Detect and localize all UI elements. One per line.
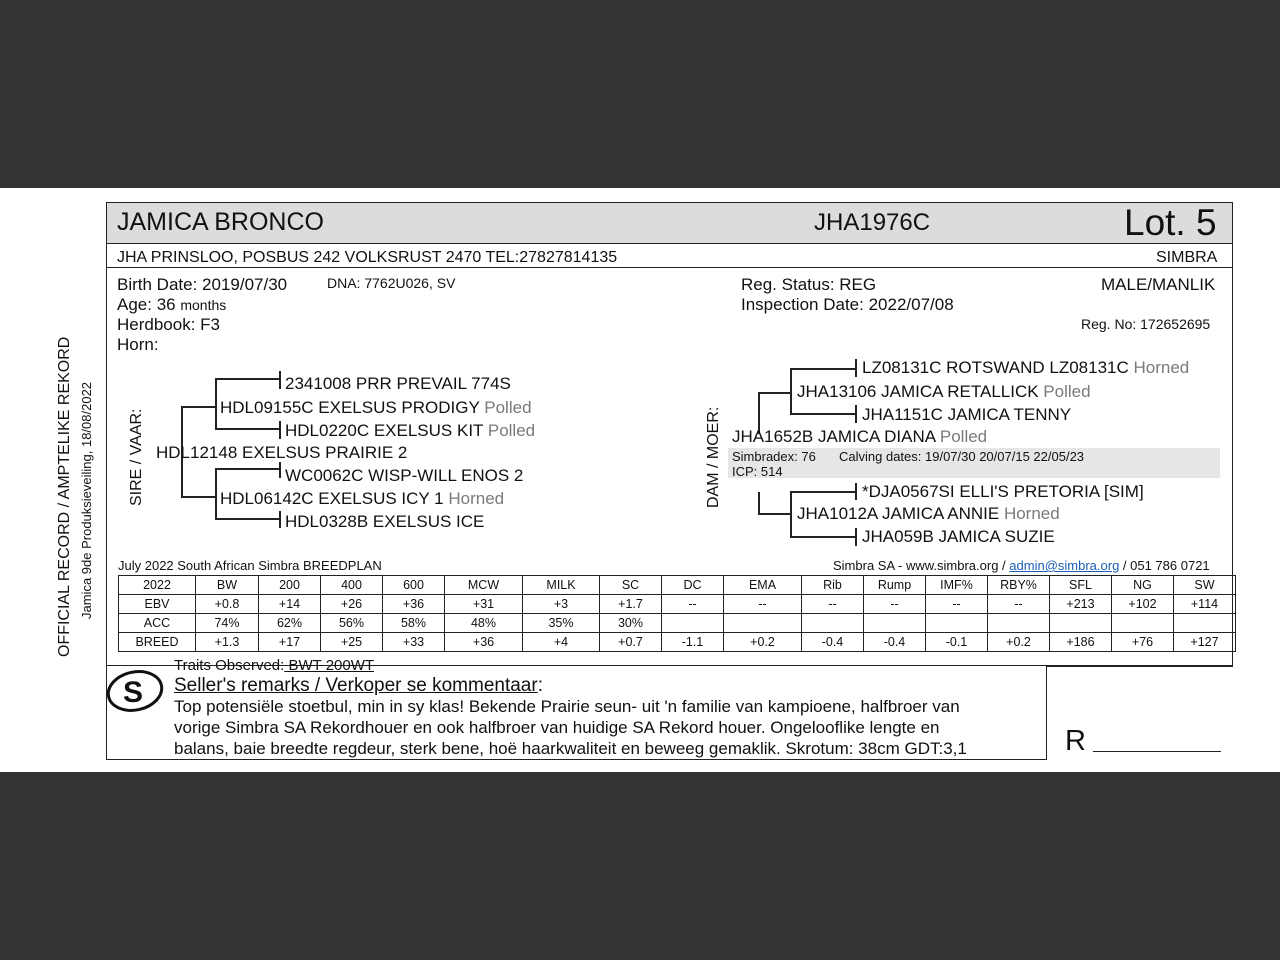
dam-sire-dam: JHA1151C JAMICA TENNY bbox=[862, 405, 1072, 424]
ebv-cell: EMA bbox=[724, 576, 802, 595]
reg-number: Reg. No: 172652695 bbox=[1081, 316, 1211, 332]
dam-dam-dam: JHA059B JAMICA SUZIE bbox=[862, 527, 1055, 546]
dam-name: JHA1652B JAMICA DIANA bbox=[732, 427, 936, 446]
sire-sire-name: HDL09155C EXELSUS PRODIGY bbox=[220, 398, 480, 417]
ebv-cell: +127 bbox=[1174, 633, 1236, 652]
ebv-cell: +31 bbox=[445, 595, 523, 614]
ebv-cell: 35% bbox=[523, 614, 600, 633]
dd-d-tick bbox=[855, 528, 857, 546]
ebv-cell: -- bbox=[864, 595, 926, 614]
ebv-cell: -0.4 bbox=[802, 633, 864, 652]
price-input-line[interactable] bbox=[1093, 751, 1221, 752]
ss-s-tick bbox=[279, 371, 281, 389]
age bbox=[117, 295, 226, 315]
ebv-cell: +4 bbox=[523, 633, 600, 652]
ebv-cell: -1.1 bbox=[662, 633, 724, 652]
dam-sire-sire-horn: Horned bbox=[1133, 358, 1190, 377]
ebv-cell: -- bbox=[926, 595, 988, 614]
ebv-cell bbox=[1050, 614, 1112, 633]
ebv-cell: +0.2 bbox=[724, 633, 802, 652]
sire-dam-sire: WC0062C WISP-WILL ENOS 2 bbox=[285, 466, 524, 485]
ebv-cell: Rump bbox=[864, 576, 926, 595]
lot-card bbox=[0, 188, 1280, 772]
ebv-cell: +26 bbox=[321, 595, 383, 614]
ebv-cell: EBV bbox=[119, 595, 196, 614]
dam-sire bbox=[797, 382, 1091, 402]
ebv-row-header bbox=[119, 576, 1236, 595]
breed-name: SIMBRA bbox=[1156, 249, 1218, 266]
ebv-cell: -- bbox=[724, 595, 802, 614]
ebv-cell: +0.7 bbox=[600, 633, 662, 652]
ebv-cell: +76 bbox=[1112, 633, 1174, 652]
ebv-cell: DC bbox=[662, 576, 724, 595]
ebv-cell bbox=[864, 614, 926, 633]
ebv-cell: SC bbox=[600, 576, 662, 595]
age-value: Age: 36 bbox=[117, 295, 176, 314]
ebv-cell: 58% bbox=[383, 614, 445, 633]
ebv-cell: SW bbox=[1174, 576, 1236, 595]
ebv-cell: -- bbox=[988, 595, 1050, 614]
sire-bracket-top bbox=[181, 406, 217, 408]
dam-bracket-upper-top bbox=[758, 392, 792, 394]
ds-d-tick bbox=[855, 405, 857, 423]
dna-info: DNA: 7762U026, SV bbox=[327, 275, 456, 291]
birth-date: Birth Date: 2019/07/30 bbox=[117, 275, 288, 294]
dam-label: DAM / MOER: bbox=[705, 406, 722, 508]
dam-dam-sire: *DJA0567SI ELLI'S PRETORIA [SIM] bbox=[862, 482, 1144, 501]
ebv-cell: -0.4 bbox=[864, 633, 926, 652]
sire-label: SIRE / VAAR: bbox=[128, 408, 145, 506]
dd-bracket-bottom bbox=[790, 536, 856, 538]
traits-label: Traits Observed: bbox=[174, 657, 285, 674]
ebv-cell: MILK bbox=[523, 576, 600, 595]
contact-info bbox=[833, 558, 1210, 573]
ebv-cell bbox=[988, 614, 1050, 633]
ebv-cell bbox=[662, 614, 724, 633]
sire-dam bbox=[220, 489, 504, 509]
ebv-cell: +0.2 bbox=[988, 633, 1050, 652]
dam-bracket-lower-bottom bbox=[758, 513, 792, 515]
horn-status: Horn: bbox=[117, 335, 159, 354]
ebv-cell: 2022 bbox=[119, 576, 196, 595]
remarks-line-3: balans, baie breedte regdeur, sterk bene, hoë haarkwaliteit en beweeg gemaklik. Skrotum: 38cm GDT:3,1 bbox=[174, 739, 967, 758]
sire-dam-dam: HDL0328B EXELSUS ICE bbox=[285, 512, 485, 531]
ebv-cell bbox=[802, 614, 864, 633]
ebv-cell: 56% bbox=[321, 614, 383, 633]
ebv-cell: -- bbox=[802, 595, 864, 614]
dam-sire-sire bbox=[862, 358, 1189, 378]
remarks-line-1: Top potensiële stoetbul, min in sy klas! Bekende Prairie seun- uit 'n familie van kampioene, halfbroer van bbox=[174, 697, 960, 716]
ebv-cell bbox=[1174, 614, 1236, 633]
ebv-row-breed bbox=[119, 633, 1236, 652]
ebv-cell: -0.1 bbox=[926, 633, 988, 652]
traits-observed bbox=[174, 657, 374, 674]
ebv-cell: BREED bbox=[119, 633, 196, 652]
dam-bracket-lower bbox=[758, 492, 760, 514]
sire-sire-dam-horn: Polled bbox=[487, 421, 536, 440]
sire-sire-sire: 2341008 PRR PREVAIL 774S bbox=[285, 374, 511, 393]
dam-dam bbox=[797, 504, 1060, 524]
ebv-cell: +36 bbox=[445, 633, 523, 652]
ebv-cell: 600 bbox=[383, 576, 445, 595]
simbra-logo-icon bbox=[106, 664, 166, 714]
lot-number: Lot. 5 bbox=[1124, 202, 1217, 243]
ebv-cell: +14 bbox=[259, 595, 321, 614]
sire-sire-dam bbox=[285, 421, 535, 441]
animal-name: JAMICA BRONCO bbox=[117, 208, 324, 236]
dd-bracket bbox=[790, 491, 792, 537]
ebv-cell: +1.7 bbox=[600, 595, 662, 614]
contact-email-link[interactable]: admin@simbra.org bbox=[1009, 558, 1120, 573]
herdbook: Herdbook: F3 bbox=[117, 315, 220, 334]
ebv-cell: +3 bbox=[523, 595, 600, 614]
sire-sire-dam-name: HDL0220C EXELSUS KIT bbox=[285, 421, 484, 440]
sire-dam-name: HDL06142C EXELSUS ICY 1 bbox=[220, 489, 444, 508]
dam-sire-sire-name: LZ08131C ROTSWAND LZ08131C bbox=[862, 358, 1129, 377]
dam-horn: Polled bbox=[939, 427, 988, 446]
sd-s-tick bbox=[279, 462, 281, 478]
sd-d-tick bbox=[279, 511, 281, 528]
ebv-cell: +36 bbox=[383, 595, 445, 614]
ebv-cell: 48% bbox=[445, 614, 523, 633]
owner-details: JHA PRINSLOO, POSBUS 242 VOLKSRUST 2470 TEL:27827814135 bbox=[117, 249, 618, 266]
ebv-cell: +25 bbox=[321, 633, 383, 652]
ebv-table bbox=[118, 575, 1236, 652]
ds-bracket bbox=[790, 368, 792, 414]
ebv-cell: NG bbox=[1112, 576, 1174, 595]
ebv-row-ebv bbox=[119, 595, 1236, 614]
breedplan-label: July 2022 South African Simbra BREEDPLAN bbox=[118, 558, 382, 573]
contact-phone: / 051 786 0721 bbox=[1119, 558, 1210, 573]
icp: ICP: 514 bbox=[732, 464, 783, 479]
ebv-row-acc bbox=[119, 614, 1236, 633]
remarks-heading bbox=[174, 675, 543, 697]
sd-bracket-top bbox=[215, 468, 281, 470]
ebv-cell: +33 bbox=[383, 633, 445, 652]
ebv-cell: +213 bbox=[1050, 595, 1112, 614]
sire-sire bbox=[220, 398, 532, 418]
sire-sire-horn: Polled bbox=[484, 398, 532, 417]
ss-bracket bbox=[215, 378, 217, 428]
simbradex: Simbradex: 76 bbox=[732, 449, 816, 464]
age-unit: months bbox=[180, 297, 227, 313]
ds-bracket-bottom bbox=[790, 413, 856, 415]
price-label: R bbox=[1065, 725, 1086, 757]
reg-status: Reg. Status: REG bbox=[741, 275, 877, 294]
ebv-cell: SFL bbox=[1050, 576, 1112, 595]
ebv-cell: RBY% bbox=[988, 576, 1050, 595]
official-record-label: OFFICIAL RECORD / AMPTELIKE REKORD bbox=[56, 336, 73, 657]
remarks-heading-colon: : bbox=[537, 675, 543, 696]
ebv-cell: 30% bbox=[600, 614, 662, 633]
dd-s-tick bbox=[855, 483, 857, 500]
ss-d-tick bbox=[279, 421, 281, 439]
sex: MALE/MANLIK bbox=[1101, 275, 1216, 294]
ebv-cell: BW bbox=[196, 576, 259, 595]
dd-bracket-top bbox=[790, 491, 856, 493]
ebv-cell: +186 bbox=[1050, 633, 1112, 652]
ebv-cell bbox=[1112, 614, 1174, 633]
sire-dam-horn: Horned bbox=[448, 489, 505, 508]
price-box-edge bbox=[1046, 666, 1047, 760]
ebv-cell: 400 bbox=[321, 576, 383, 595]
ds-bracket-top bbox=[790, 368, 856, 370]
dam-dam-name: JHA1012A JAMICA ANNIE bbox=[797, 504, 1000, 523]
ebv-cell: +1.3 bbox=[196, 633, 259, 652]
sd-bracket-bottom bbox=[215, 518, 281, 520]
remarks-line-2: vorige Simbra SA Rekordhouer en ook halfbroer van huidige SA Rekord houer. Ongelooflike lengte en bbox=[174, 718, 940, 737]
inspection-date: Inspection Date: 2022/07/08 bbox=[741, 295, 954, 314]
ebv-cell bbox=[724, 614, 802, 633]
ebv-cell: MCW bbox=[445, 576, 523, 595]
dam-dam-horn: Horned bbox=[1003, 504, 1060, 523]
sire: HDL12148 EXELSUS PRAIRIE 2 bbox=[156, 443, 408, 462]
ebv-cell: -- bbox=[662, 595, 724, 614]
ss-bracket-bottom bbox=[215, 428, 281, 430]
ss-bracket-top bbox=[215, 378, 281, 380]
ebv-cell: +0.8 bbox=[196, 595, 259, 614]
ebv-cell: 200 bbox=[259, 576, 321, 595]
calving-dates: Calving dates: 19/07/30 20/07/15 22/05/23 bbox=[839, 449, 1085, 464]
ebv-cell: ACC bbox=[119, 614, 196, 633]
ebv-cell: 74% bbox=[196, 614, 259, 633]
logo-letter: S bbox=[123, 676, 144, 709]
contact-website: Simbra SA - www.simbra.org / bbox=[833, 558, 1010, 573]
ebv-cell: Rib bbox=[802, 576, 864, 595]
price-box-top bbox=[1046, 666, 1233, 667]
traits-value: BWT 200WT bbox=[284, 657, 375, 674]
remarks-heading-text: Seller's remarks / Verkoper se kommentaar bbox=[174, 675, 538, 696]
sale-info-label: Jamica 9de Produksieveiling, 18/08/2022 bbox=[79, 381, 94, 619]
ebv-cell: IMF% bbox=[926, 576, 988, 595]
ebv-cell: +102 bbox=[1112, 595, 1174, 614]
ebv-cell: 62% bbox=[259, 614, 321, 633]
sire-bracket-bottom bbox=[181, 496, 217, 498]
ds-s-tick bbox=[855, 359, 857, 377]
dam bbox=[732, 427, 987, 447]
ebv-cell bbox=[926, 614, 988, 633]
animal-id: JHA1976C bbox=[814, 209, 931, 236]
dam-sire-horn: Polled bbox=[1043, 382, 1091, 401]
ebv-cell: +17 bbox=[259, 633, 321, 652]
sd-bracket bbox=[215, 468, 217, 520]
dam-sire-name: JHA13106 JAMICA RETALLICK bbox=[797, 382, 1039, 401]
ebv-cell: +114 bbox=[1174, 595, 1236, 614]
